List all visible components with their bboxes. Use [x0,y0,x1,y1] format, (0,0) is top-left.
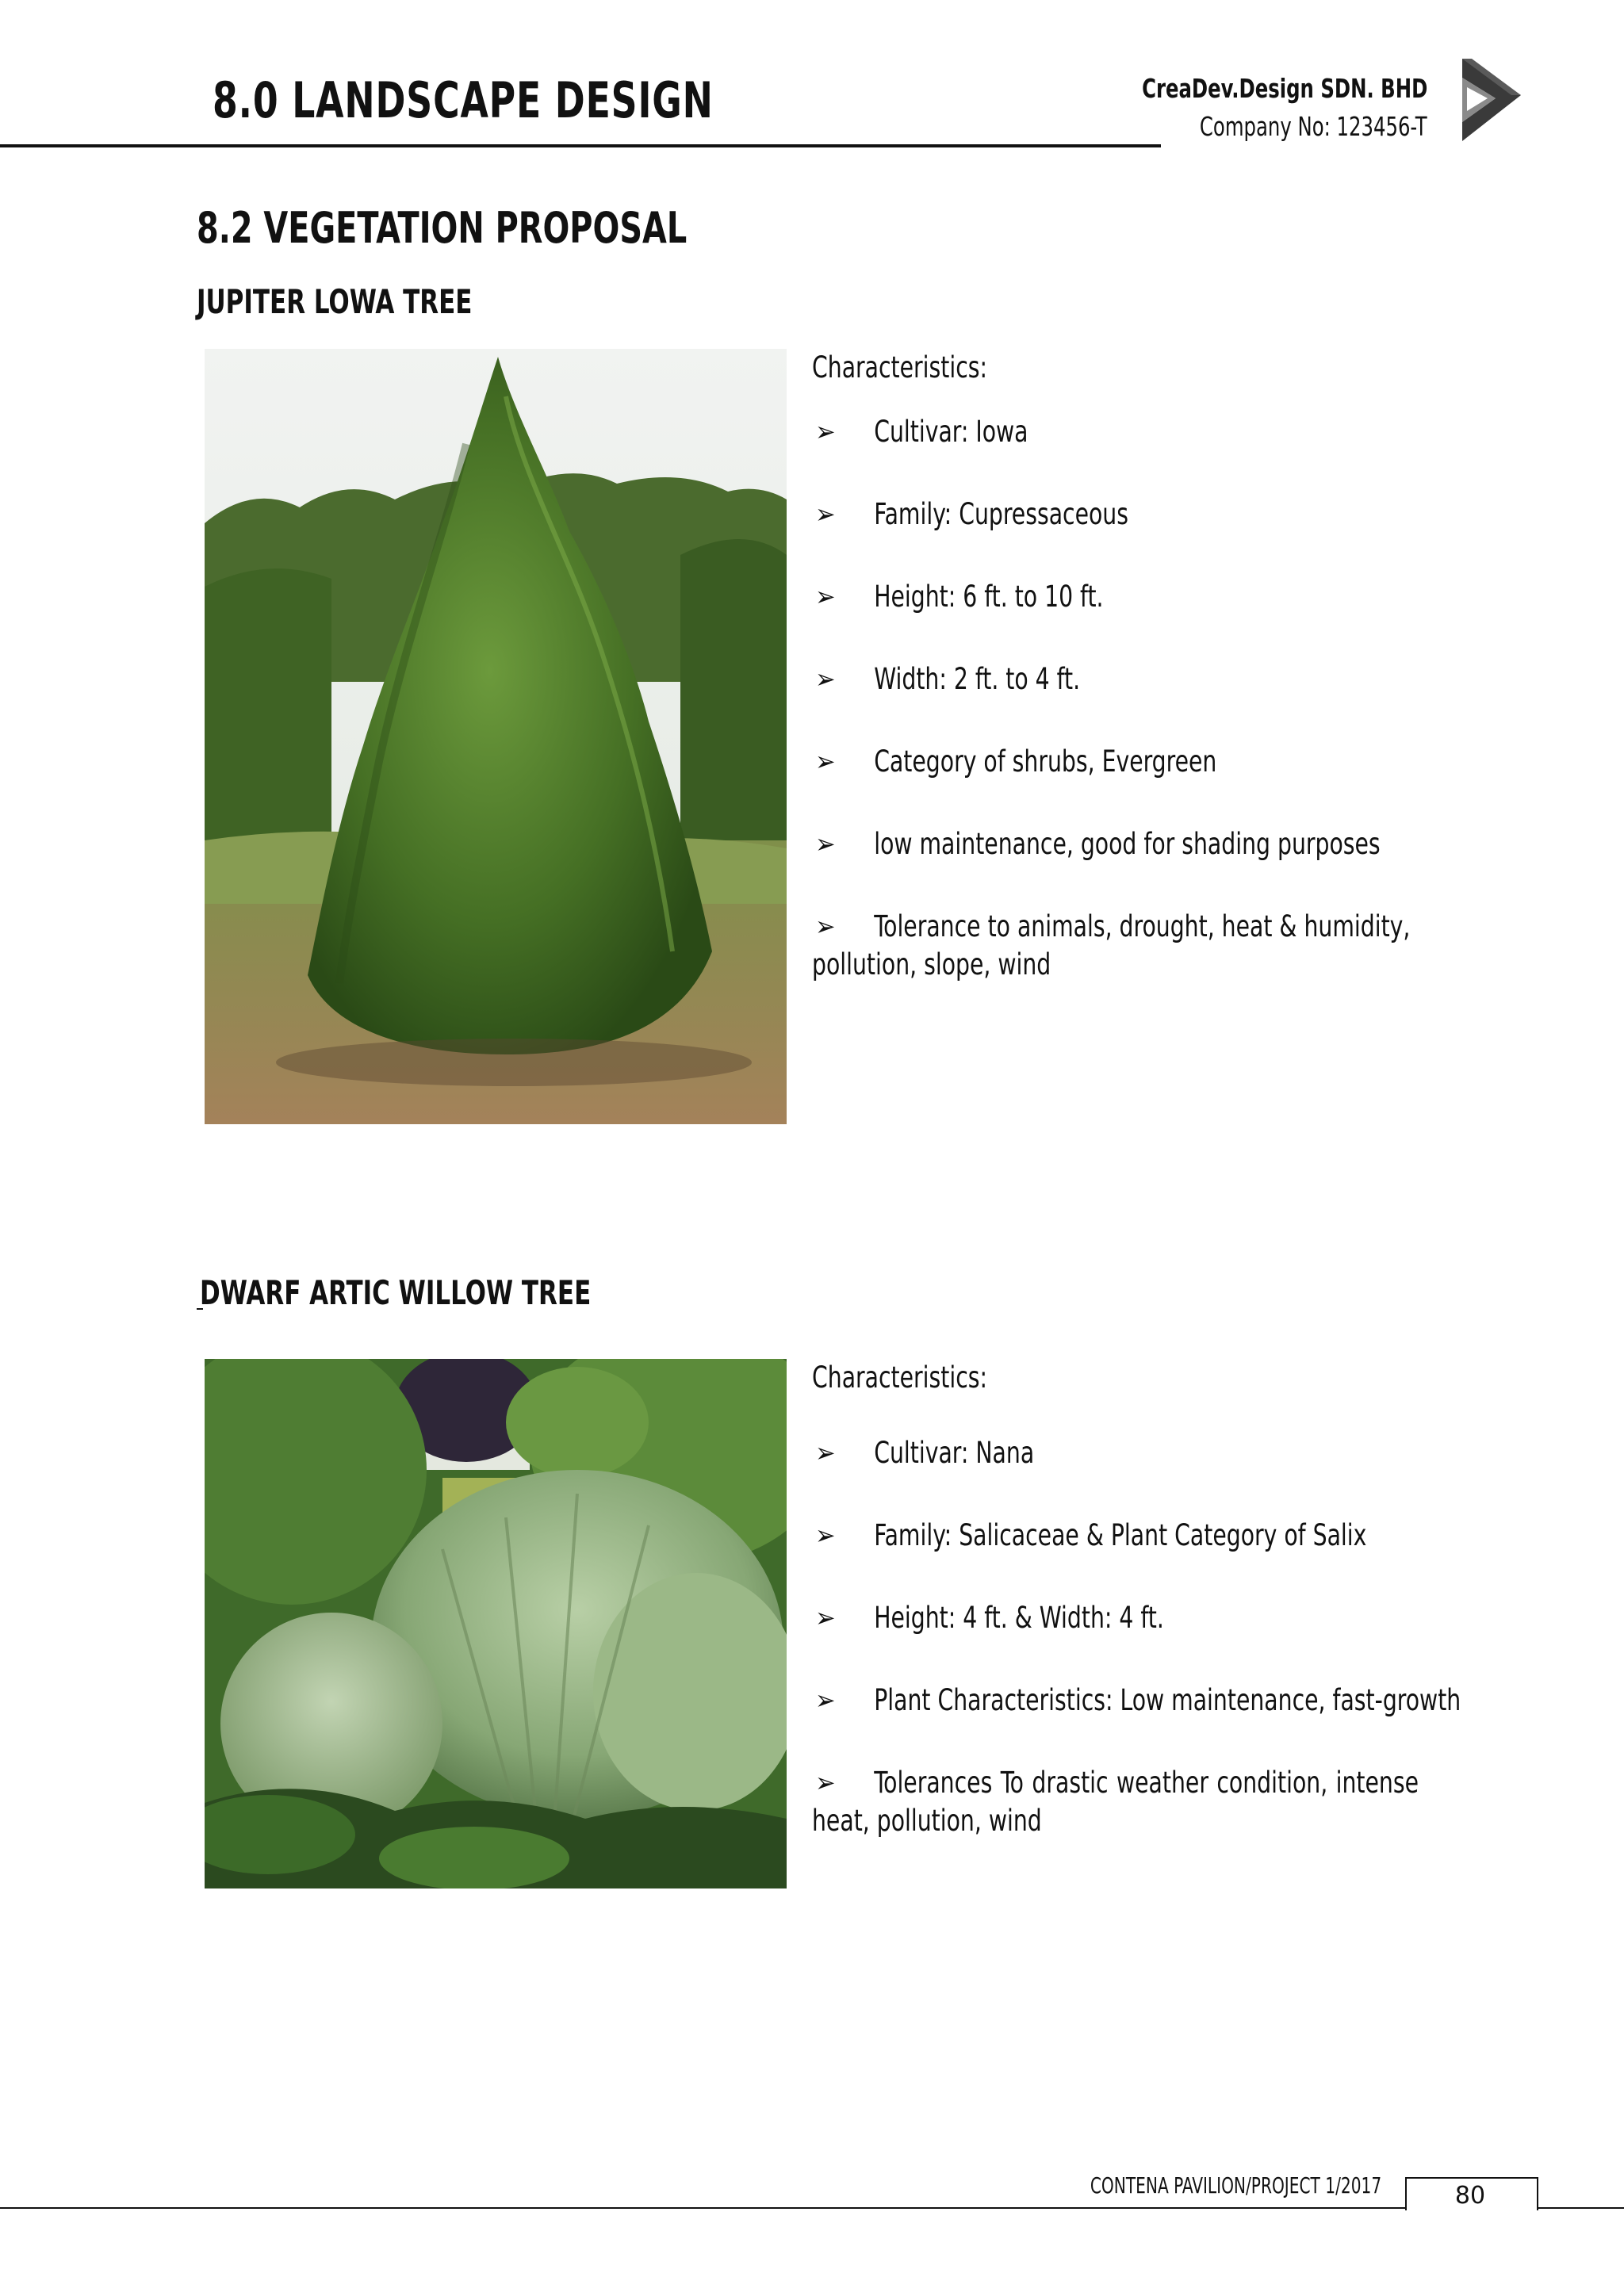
arrowhead-bullet-icon: ➢ [815,1767,836,1799]
list-item: ➢ Cultivar: Iowa [812,413,1431,451]
list-item: ➢ Family: Salicaceae & Plant Category of Salix [812,1517,1431,1555]
characteristics-label: Characteristics: [812,350,988,385]
dwarf-willow-characteristics [812,1359,1461,1885]
list-item: ➢ Cultivar: Nana [812,1434,1431,1472]
footer-divider [0,2207,1624,2209]
arrowhead-bullet-icon: ➢ [815,1685,836,1716]
footer-project-label: CONTENA PAVILION/PROJECT 1/2017 [1090,2172,1381,2198]
jupiter-tree-photo [205,349,787,1124]
arrowhead-bullet-icon: ➢ [815,911,836,943]
characteristics-label: Characteristics: [812,1360,988,1395]
arrowhead-bullet-icon: ➢ [815,664,836,695]
page-title: 8.0 LANDSCAPE DESIGN [213,71,714,129]
list-item: ➢ Family: Cupressaceous [812,496,1431,534]
list-item: ➢ Width: 2 ft. to 4 ft. [812,660,1431,698]
dwarf-willow-photo [205,1359,787,1888]
company-name: CreaDev.Design SDN. BHD [1141,73,1427,104]
plant-heading-jupiter: JUPITER LOWA TREE [197,282,473,321]
list-item: ➢ Height: 6 ft. to 10 ft. [812,578,1431,616]
list-item: ➢ Tolerances To drastic weather condition, intense heat, pollution, wind [812,1766,1419,1838]
list-item: ➢ Tolerance to animals, drought, heat & humidity, pollution, slope, wind [812,909,1411,982]
list-item: ➢ Height: 4 ft. & Width: 4 ft. [812,1599,1431,1637]
arrowhead-bullet-icon: ➢ [815,416,836,448]
arrowhead-bullet-icon: ➢ [815,746,836,778]
arrowhead-bullet-icon: ➢ [815,499,836,530]
plant-heading-dwarf-willow: DWARF ARTIC WILLOW TREE [200,1273,592,1312]
list-item: ➢ low maintenance, good for shading purposes [812,825,1431,863]
arrowhead-bullet-icon: ➢ [815,1602,836,1634]
header-divider [0,144,1161,147]
company-logo-icon [1456,55,1524,144]
jupiter-characteristics [812,349,1431,1028]
arrowhead-bullet-icon: ➢ [815,1520,836,1552]
arrowhead-bullet-icon: ➢ [815,581,836,613]
page-number: 80 [1454,2182,1486,2210]
company-number: Company No: 123456-T [1200,111,1427,142]
arrowhead-bullet-icon: ➢ [815,828,836,860]
section-heading: 8.2 VEGETATION PROPOSAL [197,203,688,253]
list-item: ➢ Plant Characteristics: Low maintenance, fast-growth [812,1682,1431,1720]
list-item: ➢ Category of shrubs, Evergreen [812,743,1431,781]
arrowhead-bullet-icon: ➢ [815,1437,836,1469]
